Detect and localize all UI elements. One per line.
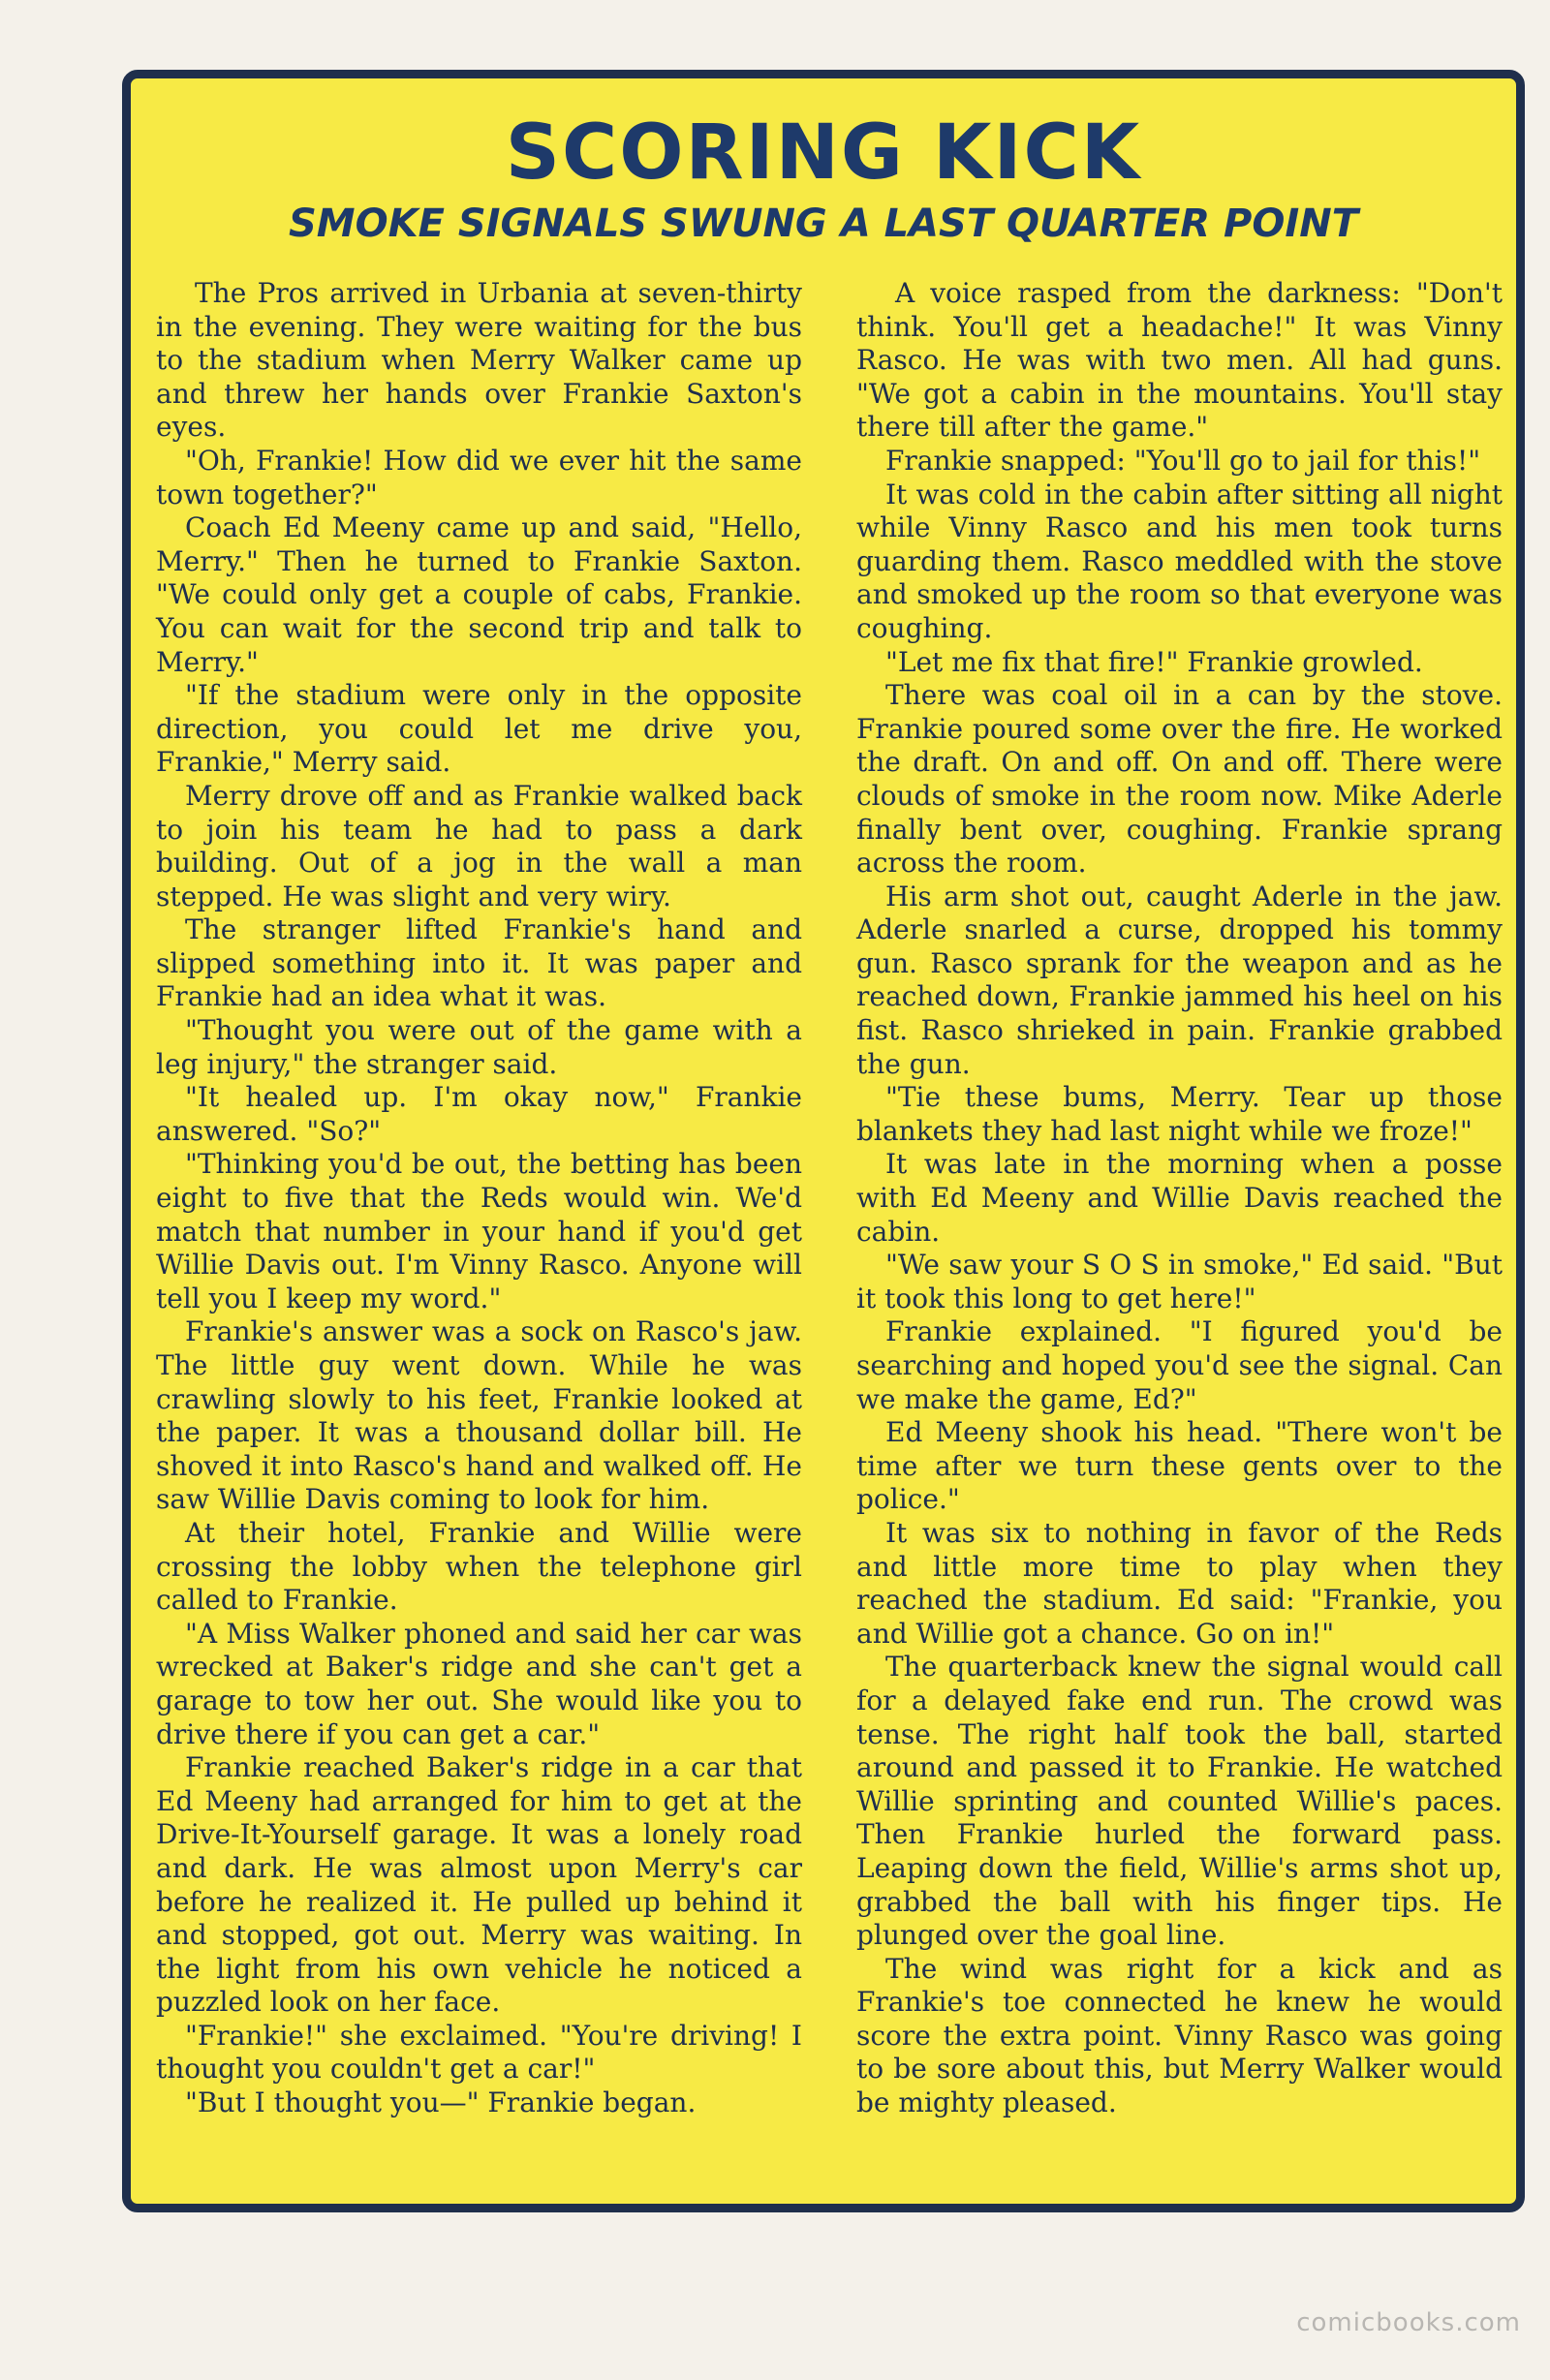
paragraph: Frankie snapped: "You'll go to jail for this!" bbox=[885, 444, 1481, 477]
paragraph: Frankie's answer was a sock on Rasco's jaw. The little guy went down. While he was crawling slowly to his feet, Frankie looked at the paper. It was a thousand dollar bill. He shoved it into Rasco's hand and walked off. He saw Willie Davis coming to look for him. bbox=[156, 1315, 802, 1516]
story-title: SCORING KICK bbox=[505, 109, 1142, 197]
paragraph: Coach Ed Meeny came up and said, "Hello, Merry." Then he turned to Frankie Saxton. "We could only get a couple of cabs, Frankie. You can wait for the second trip and talk to Merry." bbox=[156, 511, 802, 678]
paragraph: "But I thought you—" Frankie began. bbox=[185, 2086, 697, 2119]
story-columns bbox=[156, 277, 1503, 2176]
right-column bbox=[856, 277, 1503, 2176]
paragraph: "Thought you were out of the game with a leg injury," the stranger said. bbox=[156, 1014, 802, 1080]
paragraph: It was cold in the cabin after sitting all night while Vinny Rasco and his men took turns guarding them. Rasco meddled with the stove and smoked up the room so that everyone was coughing. bbox=[856, 478, 1503, 644]
paragraph: "If the stadium were only in the opposite direction, you could let me drive you, Frankie," Merry said. bbox=[156, 679, 802, 779]
paragraph: "It healed up. I'm okay now," Frankie answered. "So?" bbox=[156, 1081, 802, 1147]
paragraph: A voice rasped from the darkness: "Don't think. You'll get a headache!" It was Vinny Rasco. He was with two men. All had guns. "We got a cabin in the mountains. You'll stay there till after the game." bbox=[856, 277, 1503, 444]
paragraph: "Tie these bums, Merry. Tear up those blankets they had last night while we froze!" bbox=[856, 1081, 1503, 1147]
paragraph: It was late in the morning when a posse with Ed Meeny and Willie Davis reached the cabin. bbox=[856, 1148, 1503, 1248]
paragraph: Ed Meeny shook his head. "There won't be time after we turn these gents over to the police." bbox=[856, 1416, 1503, 1516]
paragraph: "A Miss Walker phoned and said her car was wrecked at Baker's ridge and she can't get a garage to tow her out. She would like you to drive there if you can get a car." bbox=[156, 1617, 802, 1750]
paragraph: It was six to nothing in favor of the Reds and little more time to play when they reached the stadium. Ed said: "Frankie, you and Willie got a chance. Go on in!" bbox=[856, 1516, 1503, 1650]
paragraph: "Let me fix that fire!" Frankie growled. bbox=[885, 645, 1423, 678]
paragraph: The stranger lifted Frankie's hand and slipped something into it. It was paper and Frankie had an idea what it was. bbox=[156, 913, 802, 1013]
paragraph: "Oh, Frankie! How did we ever hit the same town together?" bbox=[156, 444, 802, 510]
paragraph: The Pros arrived in Urbania at seven-thirty in the evening. They were waiting for the bus to the stadium when Merry Walker came up and threw her hands over Frankie Saxton's eyes. bbox=[156, 277, 802, 444]
paragraph: There was coal oil in a can by the stove. Frankie poured some over the fire. He worked the draft. On and off. On and off. There were clouds of smoke in the room now. Mike Aderle finally bent over, coughing. Frankie sprang across the room. bbox=[856, 679, 1503, 880]
paragraph: "Thinking you'd be out, the betting has been eight to five that the Reds would win. We'd match that number in your hand if you'd get Willie Davis out. I'm Vinny Rasco. Anyone will tell you I keep my word." bbox=[156, 1148, 802, 1314]
paragraph: Frankie explained. "I figured you'd be searching and hoped you'd see the signal. Can we make the game, Ed?" bbox=[856, 1315, 1503, 1415]
left-column bbox=[156, 277, 802, 2176]
story-subtitle: SMOKE SIGNALS SWUNG A LAST QUARTER POINT bbox=[289, 201, 1358, 246]
paragraph: "Frankie!" she exclaimed. "You're driving! I thought you couldn't get a car!" bbox=[156, 2019, 802, 2086]
paragraph: The wind was right for a kick and as Frankie's toe connected he knew he would score the extra point. Vinny Rasco was going to be sore about this, but Merry Walker would be mighty pleased. bbox=[856, 1952, 1503, 2119]
paragraph: At their hotel, Frankie and Willie were crossing the lobby when the telephone girl called to Frankie. bbox=[156, 1516, 802, 1617]
paragraph: Frankie reached Baker's ridge in a car that Ed Meeny had arranged for him to get at the Drive-It-Yourself garage. It was a lonely road and dark. He was almost upon Merry's car before he realized it. He pulled up behind it and stopped, got out. Merry was waiting. In the light from his own vehicle he noticed a puzzled look on her face. bbox=[156, 1751, 802, 2019]
paragraph: His arm shot out, caught Aderle in the jaw. Aderle snarled a curse, dropped his tommy gun. Rasco sprank for the weapon and as he reached down, Frankie jammed his heel on his fist. Rasco shrieked in pain. Frankie grabbed the gun. bbox=[856, 880, 1503, 1080]
paragraph: Merry drove off and as Frankie walked back to join his team he had to pass a dark building. Out of a jog in the wall a man stepped. He was slight and very wiry. bbox=[156, 779, 802, 912]
story-panel bbox=[122, 70, 1525, 2212]
paragraph: The quarterback knew the signal would call for a delayed fake end run. The crowd was tense. The right half took the ball, started around and passed it to Frankie. He watched Willie sprinting and counted Willie's paces. Then Frankie hurled the forward pass. Leaping down the field, Willie's arms shot up, grabbed the ball with his finger tips. He plunged over the goal line. bbox=[856, 1651, 1503, 1952]
site-watermark: comicbooks.com bbox=[1296, 2308, 1521, 2337]
paragraph: "We saw your S O S in smoke," Ed said. "But it took this long to get here!" bbox=[856, 1249, 1503, 1314]
